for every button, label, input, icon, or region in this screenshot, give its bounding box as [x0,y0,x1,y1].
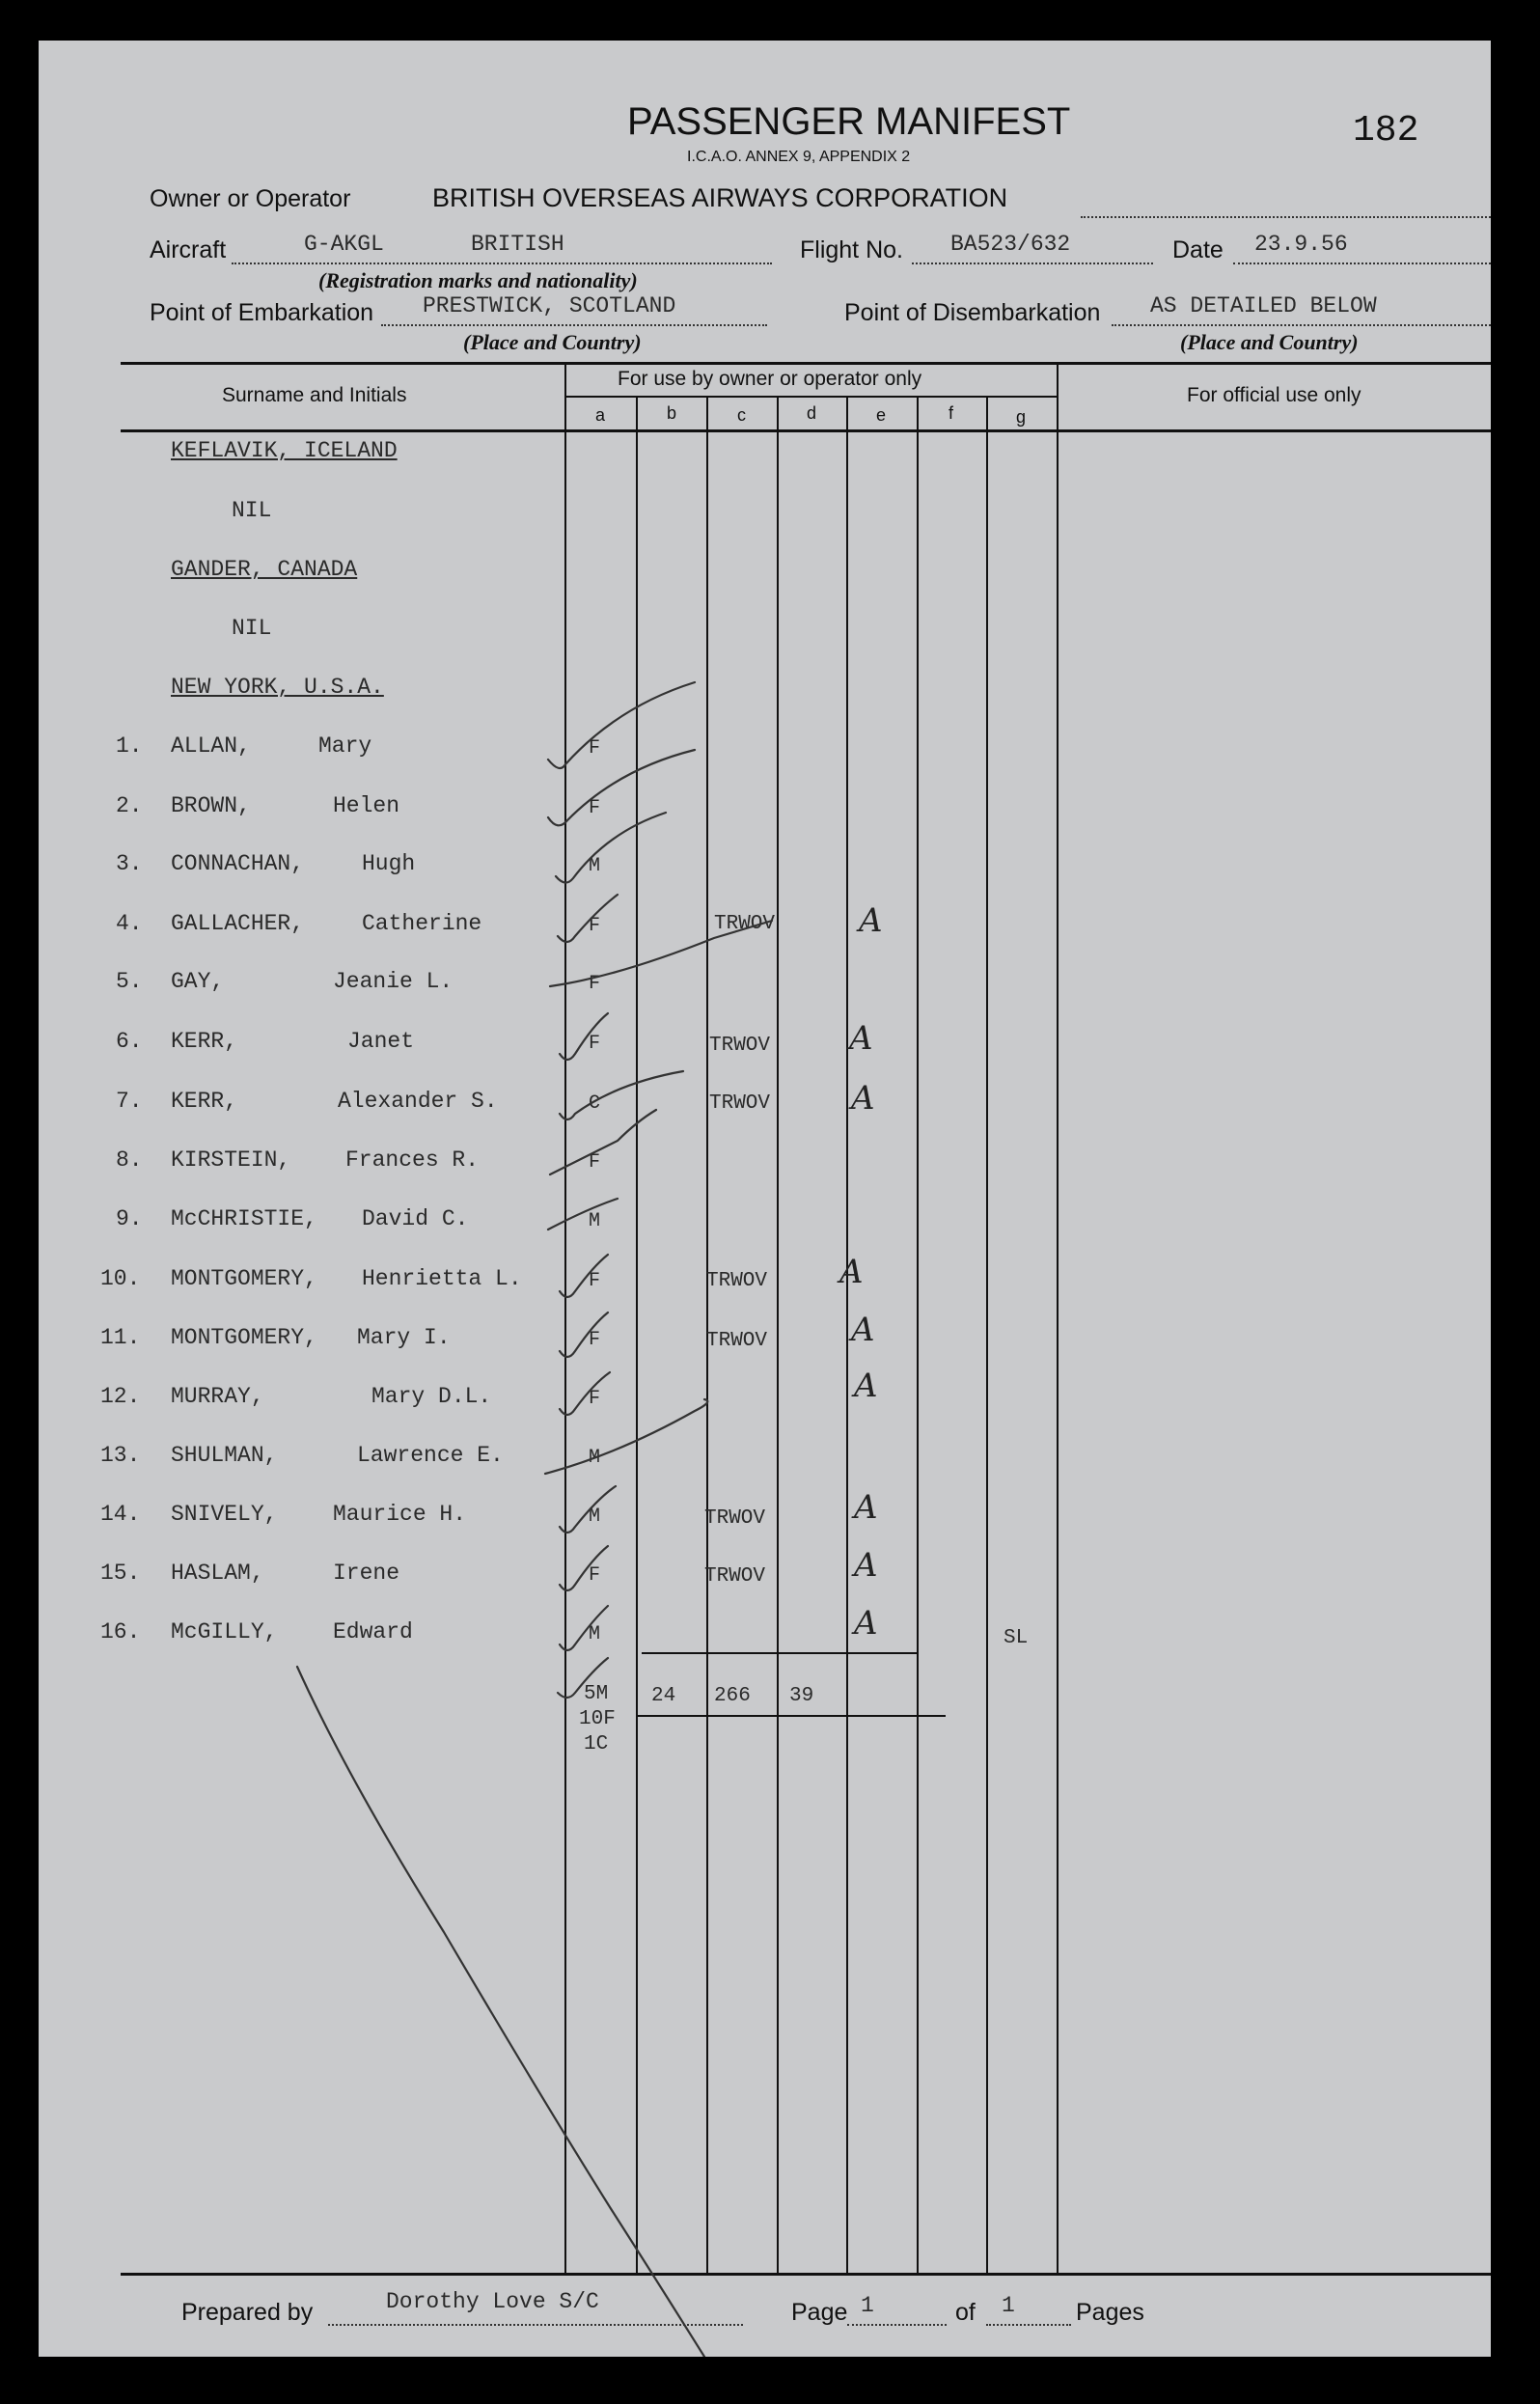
given-names: Alexander S. [338,1089,498,1114]
surname: KERR, [171,1029,238,1054]
prepared-by-value: Dorothy Love S/C [386,2289,599,2314]
given-names: Hugh [362,851,416,876]
row-number: 1. [116,733,143,759]
sex-code: M [589,1447,601,1469]
column-c-code: TRWOV [709,1092,771,1115]
sex-code: F [589,1270,601,1292]
row-number: 2. [116,793,143,818]
check-mark [560,1372,610,1415]
sub-col-f: f [949,403,954,423]
check-mark [558,895,618,942]
sex-code: F [589,915,601,937]
row-number: 3. [116,851,143,876]
check-mark [548,750,695,825]
column-g-code: SL [1004,1627,1029,1649]
disembarkation-label: Point of Disembarkation [844,299,1101,326]
page-number: 182 [1353,110,1419,152]
surname: McCHRISTIE, [171,1206,317,1231]
surname: ALLAN, [171,733,251,759]
owner-label: Owner or Operator [150,185,351,212]
given-names: Helen [333,793,400,818]
given-names: David C. [362,1206,469,1231]
given-names: Maurice H. [333,1502,467,1527]
sex-code: M [589,1506,601,1528]
sub-col-e: e [876,405,887,425]
page-value: 1 [861,2293,874,2318]
column-c-code: TRWOV [706,1330,768,1352]
column-e-mark: A [854,1367,878,1405]
given-names: Janet [347,1029,415,1054]
aircraft-nationality: BRITISH [471,232,564,257]
date-label: Date [1172,236,1224,263]
column-c-code: TRWOV [704,1507,766,1530]
row-number: 16. [100,1619,141,1644]
row-number: 9. [116,1206,143,1231]
check-mark [560,1071,683,1119]
given-names: Mary I. [357,1325,451,1350]
sex-code: M [589,1623,601,1645]
check-mark [560,1313,608,1357]
check-mark [556,813,666,883]
given-names: Frances R. [345,1147,480,1173]
column-c-code: TRWOV [714,913,776,935]
flight-number: BA523/632 [950,232,1071,257]
given-names: Catherine [362,911,482,936]
sub-col-c: c [737,405,746,425]
owner-use-header: For use by owner or operator only [618,368,922,390]
surname: McGILLY, [171,1619,278,1644]
surname: SNIVELY, [171,1502,278,1527]
given-names: Lawrence E. [357,1443,504,1468]
given-names: Edward [333,1619,413,1644]
sub-col-a: a [595,405,606,425]
row-number: 12. [100,1384,141,1409]
sex-code: F [589,1564,601,1587]
row-number: 10. [100,1266,141,1291]
check-mark [545,1399,707,1474]
given-names: Irene [333,1561,400,1586]
document-title: PASSENGER MANIFEST [627,100,1071,143]
check-mark [560,1255,608,1297]
stop-place: KEFLAVIK, ICELAND [171,438,398,463]
surname: KERR, [171,1089,238,1114]
row-number: 6. [116,1029,143,1054]
given-names: Mary [318,733,372,759]
check-mark [558,1658,608,1698]
surname: MURRAY, [171,1384,264,1409]
check-mark [560,1546,608,1590]
surname: GALLACHER, [171,911,305,936]
disembarkation-note: (Place and Country) [1180,330,1359,354]
sex-code: F [589,1151,601,1174]
column-e-mark: A [839,1253,864,1291]
check-mark [560,1486,616,1533]
row-number: 7. [116,1089,143,1114]
sex-code: F [589,737,601,760]
pages-label: Pages [1076,2299,1144,2326]
surname: KIRSTEIN, [171,1147,291,1173]
stop-place: NEW YORK, U.S.A. [171,675,384,700]
total-b: 24 [651,1685,676,1707]
total-sex-male: 5M [584,1683,609,1705]
column-e-mark: A [851,1311,875,1349]
sex-code: F [589,1329,601,1351]
check-mark [560,1013,608,1060]
column-e-mark: A [851,1079,875,1118]
aircraft-label: Aircraft [150,236,227,263]
check-mark [548,1199,618,1230]
manifest-page [39,41,1491,2357]
official-use-header: For official use only [1187,384,1361,406]
embarkation-value: PRESTWICK, SCOTLAND [423,293,676,318]
column-c-code: TRWOV [709,1035,771,1057]
surname: MONTGOMERY, [171,1266,317,1291]
sex-code: F [589,797,601,819]
of-value: 1 [1002,2293,1015,2318]
surname: GAY, [171,969,225,994]
stop-note: NIL [232,498,272,523]
owner-value: BRITISH OVERSEAS AIRWAYS CORPORATION [432,183,1008,212]
registration-note: (Registration marks and nationality) [318,268,638,292]
row-number: 5. [116,969,143,994]
sub-col-d: d [807,403,817,423]
sub-col-b: b [667,403,677,423]
surname: CONNACHAN, [171,851,305,876]
sex-code: M [589,855,601,877]
row-number: 13. [100,1443,141,1468]
row-number: 11. [100,1325,141,1350]
column-e-mark: A [854,1488,878,1527]
column-e-mark: A [854,1604,878,1643]
column-c-code: TRWOV [704,1565,766,1588]
given-names: Mary D.L. [371,1384,492,1409]
document-subtitle: I.C.A.O. ANNEX 9, APPENDIX 2 [687,149,911,165]
given-names: Jeanie L. [333,969,454,994]
total-sex-child: 1C [584,1733,609,1755]
check-mark [550,921,772,986]
row-number: 4. [116,911,143,936]
sex-code: F [589,973,601,995]
column-c-code: TRWOV [706,1270,768,1292]
total-c: 266 [714,1685,751,1707]
sex-code: C [589,1092,601,1115]
row-number: 14. [100,1502,141,1527]
aircraft-registration: G-AKGL [304,232,384,257]
of-label: of [955,2299,976,2326]
surname: BROWN, [171,793,251,818]
surname-column-header: Surname and Initials [222,384,407,406]
surname: HASLAM, [171,1561,264,1586]
surname: SHULMAN, [171,1443,278,1468]
given-names: Henrietta L. [362,1266,522,1291]
sub-col-g: g [1016,407,1027,427]
row-number: 15. [100,1561,141,1586]
date-value: 23.9.56 [1254,232,1348,257]
page-label: Page [791,2299,848,2326]
row-number: 8. [116,1147,143,1173]
column-e-mark: A [859,901,883,940]
cancellation-line [297,1667,704,2357]
total-d: 39 [789,1685,814,1707]
sex-code: F [589,1388,601,1410]
handwritten-marks [39,41,1491,2357]
embarkation-label: Point of Embarkation [150,299,374,326]
check-mark [560,1606,608,1650]
stop-place: GANDER, CANADA [171,557,358,582]
total-sex-female: 10F [579,1708,616,1730]
stop-note: NIL [232,616,272,641]
column-e-mark: A [854,1546,878,1585]
embarkation-note: (Place and Country) [463,330,642,354]
disembarkation-value: AS DETAILED BELOW [1150,293,1377,318]
flight-label: Flight No. [800,236,903,263]
column-e-mark: A [849,1019,873,1058]
sex-code: M [589,1210,601,1232]
prepared-by-label: Prepared by [181,2299,314,2326]
sex-code: F [589,1033,601,1055]
surname: MONTGOMERY, [171,1325,317,1350]
